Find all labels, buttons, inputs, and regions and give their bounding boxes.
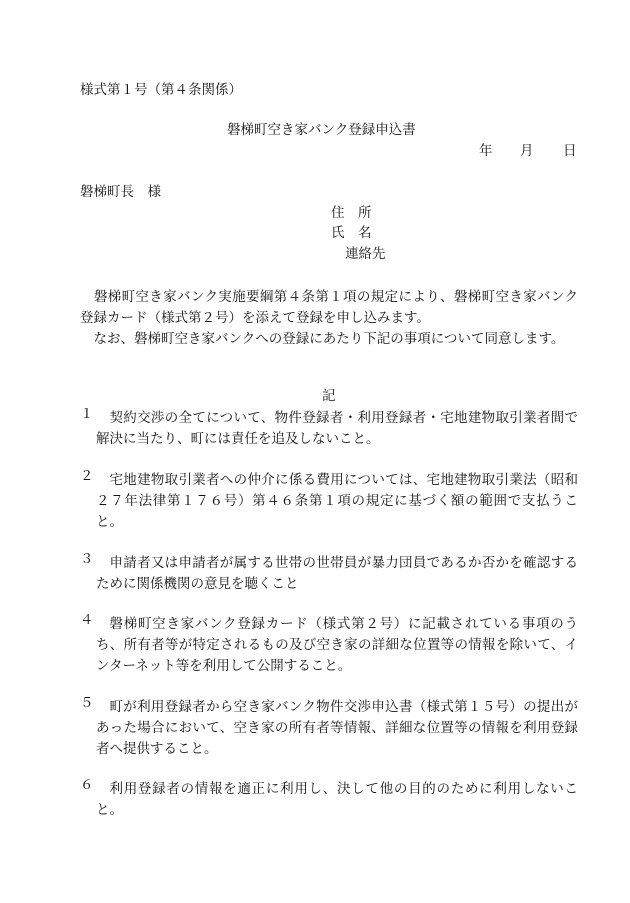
intro-paragraph-2: なお、磐梯町空き家バンクへの登録にあたり下記の事項について同意します。	[80, 331, 565, 347]
item-number: ４	[80, 612, 94, 628]
item-text: 町が利用登録者から空き家バンク物件交渉申込書（様式第１５号）の提出があった場合において、空き家の所有者等情報、詳細な位置等の情報を利用登録者へ提供すること。	[96, 699, 578, 757]
date-day: 日	[563, 143, 577, 159]
item-number: ６	[80, 777, 94, 793]
addressee: 磐梯町長 様	[80, 184, 161, 200]
item-text: 磐梯町空き家バンク登録カード（様式第２号）に記載されている事項のうち、所有者等が特定されるもの及び空き家の詳細な位置等の情報を除いて、インターネット等を利用して公開すること。	[96, 616, 578, 674]
contact-label: 連絡先	[345, 246, 386, 262]
item-number: ５	[80, 695, 94, 711]
date-year: 年	[479, 143, 493, 159]
item-text: 利用登録者の情報を適正に利用し、決して他の目的のために利用しないこと。	[96, 781, 578, 818]
item-number: ３	[80, 551, 94, 567]
item-number: １	[80, 406, 94, 422]
form-number: 様式第１号（第４条関係）	[80, 82, 242, 98]
item-text: 契約交渉の全てについて、物件登録者・利用登録者・宅地建物取引業者間で解決に当たり、町には責任を追及しないこと。	[96, 410, 578, 447]
address-label: 住 所	[331, 205, 372, 221]
item-text: 宅地建物取引業者への仲介に係る費用については、宅地建物取引業法（昭和２７年法律第１７６号）第４６条第１項の規定に基づく額の範囲で支払うこと。	[96, 472, 578, 530]
item-number: ２	[80, 468, 94, 484]
name-label: 氏 名	[331, 225, 372, 241]
document-title: 磐梯町空き家バンク登録申込書	[227, 122, 416, 138]
item-text: 申請者又は申請者が属する世帯の世帯員が暴力団員であるか否かを確認するために関係機関の意見を聴くこと	[96, 555, 578, 592]
intro-paragraph-1: 磐梯町空き家バンク実施要綱第４条第１項の規定により、磐梯町空き家バンク登録カード（様式第２号）を添えて登録を申し込みます。	[80, 289, 578, 326]
date-month: 月	[520, 143, 534, 159]
ki-heading: 記	[322, 388, 336, 404]
